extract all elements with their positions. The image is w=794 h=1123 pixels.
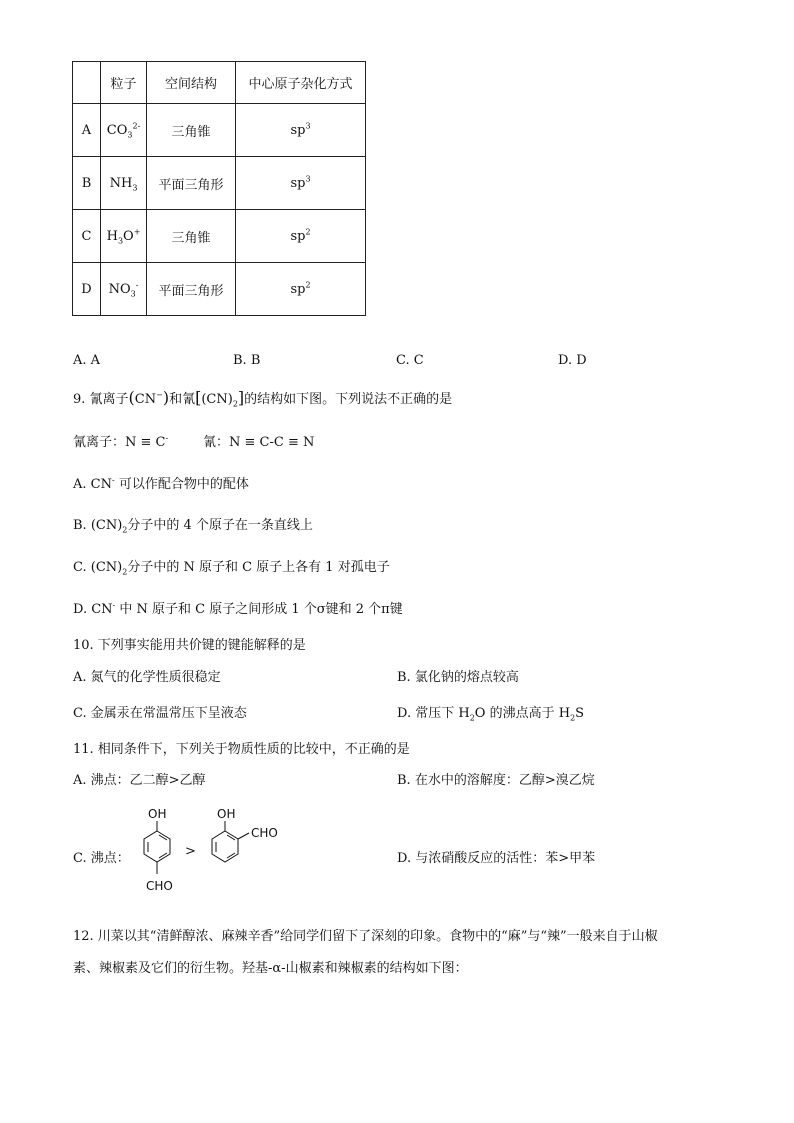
q9-stem-text: 和氰	[169, 392, 196, 407]
double-bond-line	[159, 835, 167, 840]
hybridization-text: sp	[290, 281, 306, 297]
q8-option-d: D. D	[558, 353, 587, 368]
hybridization-superscript: 3	[305, 121, 311, 131]
q8-option-b: B. B	[233, 353, 261, 368]
particle-charge: +	[133, 227, 141, 237]
particle-charge: 2-	[132, 121, 141, 131]
q12-line-1: 12. 川菜以其“清鲜醇浓、麻辣辛香”给同学们留下了深刻的印象。食物中的“麻”与“辣”一般来自于山椒	[73, 929, 658, 944]
q10-option-a: A. 氮气的化学性质很稳定	[73, 670, 221, 685]
option-a-text: 可以作配合物中的配体	[114, 477, 249, 492]
q11-option-a: A. 沸点：乙二醇>乙醇	[73, 773, 206, 788]
table-header-cell: 中心原子杂化方式	[236, 62, 366, 104]
option-d-middle: O 的沸点高于 H	[474, 706, 571, 721]
structure-cell: 平面三角形	[147, 263, 236, 316]
hydroxyl-label: OH	[217, 807, 236, 821]
hybridization-text: sp	[290, 175, 306, 191]
q8-option-a: A. A	[73, 353, 101, 368]
table-header-cell	[73, 62, 101, 104]
structure-cell: 平面三角形	[147, 157, 236, 210]
hybridization-cell	[236, 157, 366, 210]
table-row	[73, 157, 366, 210]
table-header-cell: 粒子	[101, 62, 147, 104]
cyanogen-formula: (CN)	[201, 392, 233, 407]
option-c-text: 分子中的 N 原子和 C 原子上各有 1 对孤电子	[127, 560, 390, 575]
row-label: A	[73, 104, 101, 157]
option-d-tail: S	[575, 706, 585, 721]
particle-charge: -	[135, 280, 139, 290]
particle-formula: NH	[109, 175, 133, 191]
formula-subscript: 2	[122, 525, 128, 535]
cyanide-formula: CN	[134, 392, 157, 407]
particle-formula: CO	[106, 122, 128, 138]
option-b-prefix: B. (CN)	[73, 518, 123, 533]
hybridization-superscript: 2	[305, 280, 311, 290]
hybridization-cell	[236, 210, 366, 263]
table-row	[73, 263, 366, 316]
cyanogen-structure: 氰：N ≡ C-C ≡ N	[203, 435, 315, 450]
double-bond-line	[159, 853, 167, 858]
double-bond-line	[227, 853, 235, 858]
q12-line-2: 素、辣椒素及它们的衍生物。羟基-α-山椒素和辣椒素的结构如下图：	[73, 961, 468, 976]
row-label: B	[73, 157, 101, 210]
row-label: C	[73, 210, 101, 263]
hybridization-cell	[236, 263, 366, 316]
cyanide-structure: 氰离子：N ≡ C	[73, 435, 166, 450]
molecule-drawing	[138, 804, 178, 896]
particle-cell	[101, 104, 147, 157]
row-label: D	[73, 263, 101, 316]
charge-superscript: -	[112, 600, 116, 610]
particle-subscript: 3	[127, 130, 133, 140]
double-bond-line	[227, 835, 235, 840]
table-header-row	[73, 62, 366, 104]
q11-option-c: C. 沸点：	[73, 851, 130, 866]
bond-line	[238, 833, 249, 839]
particle-subscript: 3	[130, 289, 136, 299]
paren-open: (	[128, 388, 135, 407]
q9-stem-text: 的结构如下图。下列说法不正确的是	[244, 392, 453, 407]
charge-superscript: -	[165, 433, 169, 443]
option-d-prefix: D. 常压下 H	[397, 706, 470, 721]
hybridization-superscript: 3	[305, 174, 311, 184]
q10-stem: 10. 下列事实能用共价键的键能解释的是	[73, 638, 306, 653]
q9-option-a	[73, 473, 249, 492]
molecule-drawing	[203, 804, 293, 868]
q9-structure-line	[73, 431, 168, 450]
option-d-text: 中 N 原子和 C 原子之间形成 1 个σ键和 2 个π键	[115, 602, 403, 617]
particle-formula-tail: O	[123, 228, 134, 244]
para-hydroxybenzaldehyde-structure	[138, 804, 178, 896]
structure-cell: 三角锥	[147, 104, 236, 157]
particle-cell	[101, 210, 147, 263]
q11-option-b: B. 在水中的溶解度：乙醇>溴乙烷	[397, 773, 595, 788]
charge-superscript: −	[156, 390, 163, 400]
q9-option-c	[73, 556, 390, 575]
q11-stem: 11. 相同条件下，下列关于物质性质的比较中，不正确的是	[73, 742, 410, 757]
particle-subscript: 3	[132, 183, 138, 193]
q10-option-b: B. 氯化钠的熔点较高	[397, 670, 519, 685]
formula-subscript: 2	[469, 713, 475, 723]
option-c-prefix: C. (CN)	[73, 560, 123, 575]
table-row	[73, 210, 366, 263]
aldehyde-label: CHO	[251, 826, 278, 840]
hybridization-text: sp	[290, 228, 306, 244]
q11-option-d: D. 与浓硝酸反应的活性：苯>甲苯	[397, 851, 596, 866]
q10-option-d	[397, 702, 584, 721]
bracket-open: [	[195, 388, 202, 407]
q9-stem	[73, 388, 452, 407]
paren-close: )	[162, 388, 170, 407]
hybridization-superscript: 2	[305, 227, 311, 237]
hybridization-text: sp	[290, 122, 306, 138]
greater-than-sign: >	[185, 844, 196, 859]
particle-cell	[101, 157, 147, 210]
option-b-text: 分子中的 4 个原子在一条直线上	[127, 518, 313, 533]
q9-option-b	[73, 514, 313, 533]
particle-cell	[101, 263, 147, 316]
hybridization-cell	[236, 104, 366, 157]
table-header-cell: 空间结构	[147, 62, 236, 104]
structure-cell: 三角锥	[147, 210, 236, 263]
table-row	[73, 104, 366, 157]
hydroxyl-label: OH	[148, 807, 167, 821]
particle-table	[72, 61, 366, 316]
formula-subscript: 2	[122, 567, 128, 577]
formula-subscript: 2	[570, 713, 576, 723]
ortho-hydroxybenzaldehyde-structure	[203, 804, 293, 868]
option-a-prefix: A. CN	[73, 477, 112, 492]
charge-superscript: -	[111, 475, 115, 485]
q9-option-d	[73, 598, 403, 617]
aldehyde-label: CHO	[146, 879, 173, 893]
q9-stem-text: 9. 氰离子	[73, 392, 129, 407]
q10-option-c: C. 金属汞在常温常压下呈液态	[73, 706, 247, 721]
particle-subscript: 3	[117, 236, 124, 246]
q8-option-c: C. C	[396, 353, 424, 368]
particle-formula: NO	[108, 281, 131, 297]
option-d-prefix: D. CN	[73, 602, 113, 617]
formula-subscript: 2	[232, 399, 238, 409]
particle-formula: H	[106, 228, 118, 244]
bracket-close: ]	[237, 388, 245, 407]
